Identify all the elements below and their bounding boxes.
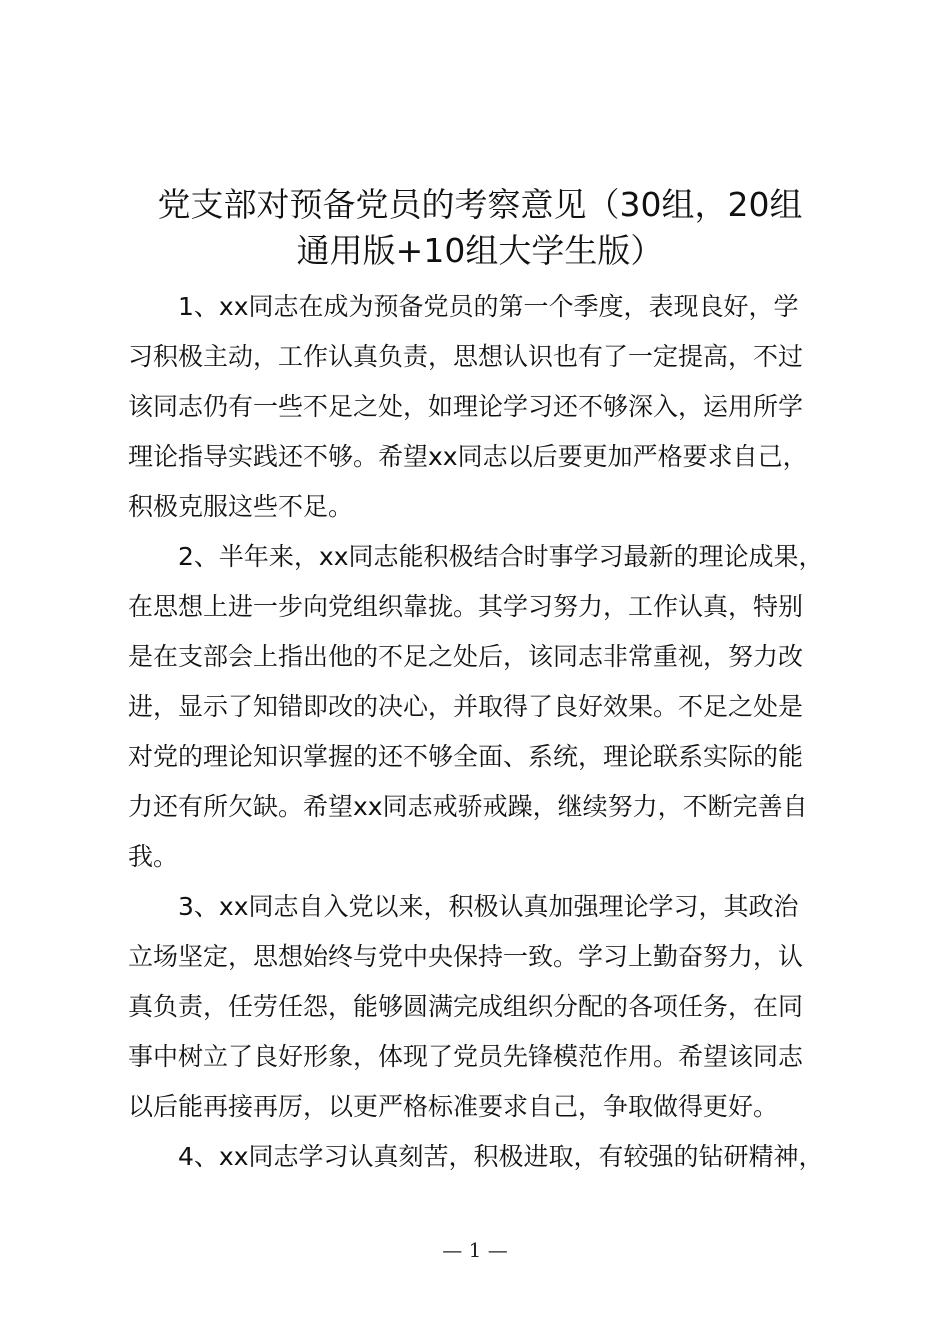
paragraph-3-line-1: 3、xx同志自入党以来，积极认真加强理论学习，其政治	[178, 892, 799, 921]
paragraph-1-line-2: 习积极主动，工作认真负责，思想认识也有了一定提高，不过	[128, 342, 804, 371]
paragraph-1-line-1: 1、xx同志在成为预备党员的第一个季度，表现良好，学	[178, 292, 799, 321]
paragraph-3-line-2: 立场坚定，思想始终与党中央保持一致。学习上勤奋努力，认	[128, 942, 804, 971]
page-number: — 1 —	[442, 1238, 508, 1262]
paragraph-2-line-2: 在思想上进一步向党组织靠拢。其学习努力，工作认真，特别	[128, 592, 804, 621]
paragraph-2-line-6: 力还有所欠缺。希望xx同志戒骄戒躁，继续努力，不断完善自	[128, 792, 808, 821]
paragraph-1-line-3: 该同志仍有一些不足之处，如理论学习还不够深入，运用所学	[128, 392, 804, 421]
document-body	[128, 282, 836, 1182]
title-line-1: 党支部对预备党员的考察意见（30组，20组	[157, 185, 803, 224]
paragraph-3-line-5: 以后能再接再厉，以更严格标准要求自己，争取做得更好。	[128, 1092, 779, 1121]
paragraph-2-line-4: 进，显示了知错即改的决心，并取得了良好效果。不足之处是	[128, 692, 804, 721]
paragraph-3-line-3: 真负责，任劳任怨，能够圆满完成组织分配的各项任务，在同	[128, 992, 804, 1021]
paragraph-1-line-5: 积极克服这些不足。	[128, 492, 354, 521]
paragraph-2-line-1: 2、半年来，xx同志能积极结合时事学习最新的理论成果，	[178, 542, 824, 571]
paragraph-2-line-7: 我。	[128, 842, 179, 871]
paragraph-2-line-3: 是在支部会上指出他的不足之处后，该同志非常重视，努力改	[128, 642, 804, 671]
paragraph-1-line-4: 理论指导实践还不够。希望xx同志以后要更加严格要求自己，	[128, 442, 808, 471]
title-line-2: 通用版+10组大学生版）	[296, 231, 664, 270]
paragraph-3-line-4: 事中树立了良好形象，体现了党员先锋模范作用。希望该同志	[128, 1042, 804, 1071]
paragraph-2-line-5: 对党的理论知识掌握的还不够全面、系统，理论联系实际的能	[128, 742, 804, 771]
document-title	[110, 182, 850, 274]
paragraph-4-line-1: 4、xx同志学习认真刻苦，积极进取，有较强的钻研精神，	[178, 1142, 824, 1171]
